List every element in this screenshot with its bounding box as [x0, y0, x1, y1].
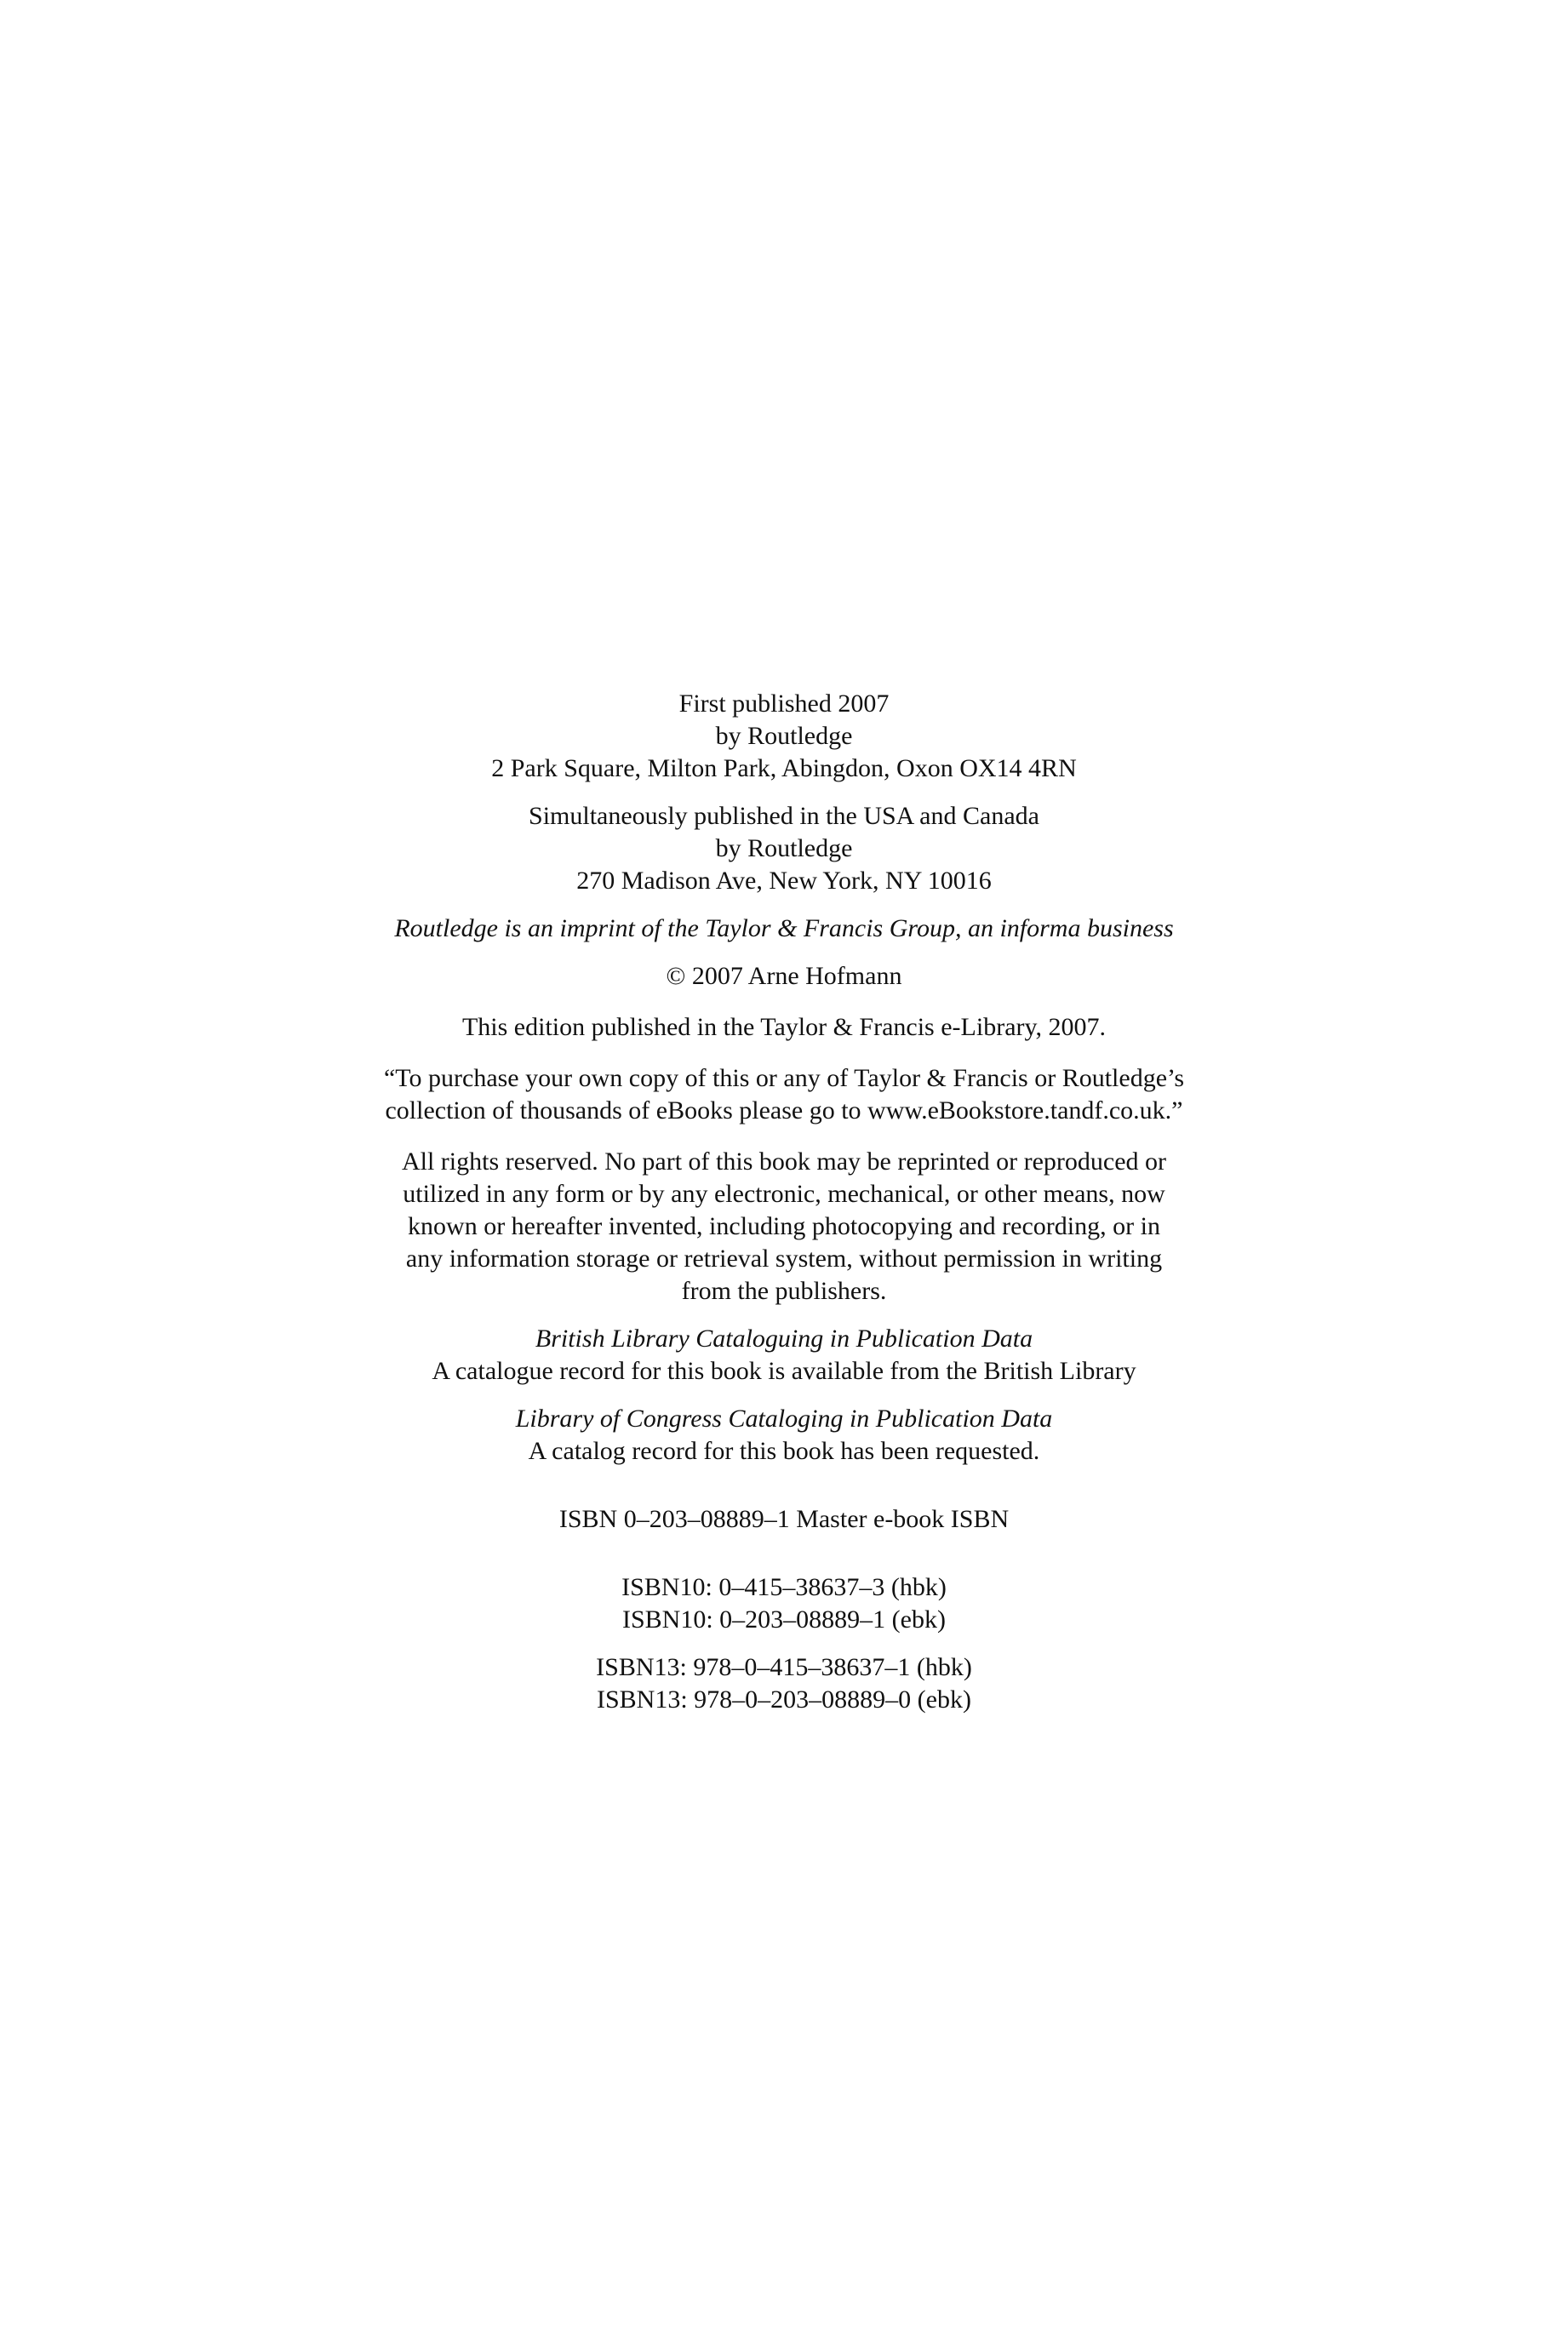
rights-line-4: any information storage or retrieval system, without permission in writing [405, 1245, 1163, 1273]
imprint-statement: Routledge is an imprint of the Taylor & Francis Group, an informa business [394, 914, 1174, 942]
first-published-line: First published 2007 [678, 690, 890, 718]
publication-block [0, 688, 1568, 785]
uk-address-line: 2 Park Square, Milton Park, Abingdon, Oxon OX14 4RN [491, 754, 1077, 782]
british-library-block [0, 1323, 1568, 1388]
library-of-congress-text: A catalog record for this book has been requested. [528, 1437, 1040, 1465]
ebook-edition-line: This edition published in the Taylor & Francis e-Library, 2007. [461, 1013, 1107, 1041]
rights-line-1: All rights reserved. No part of this book may be reprinted or reproduced or [401, 1147, 1167, 1176]
british-library-text: A catalogue record for this book is available from the British Library [432, 1357, 1136, 1385]
purchase-note-line-2: collection of thousands of eBooks please go to www.eBookstore.tandf.co.uk.” [385, 1096, 1183, 1124]
rights-block [0, 1146, 1568, 1308]
imprint-statement-block [0, 913, 1568, 945]
imprint-block [0, 688, 1568, 1716]
copyright-notice: © 2007 Arne Hofmann [666, 962, 902, 990]
ebook-edition-block [0, 1011, 1568, 1044]
isbn13-block [0, 1651, 1568, 1716]
british-library-heading: British Library Cataloguing in Publication Data [535, 1325, 1033, 1353]
isbn10-hbk-line: ISBN10: 0–415–38637–3 (hbk) [621, 1573, 947, 1601]
isbn13-ebk-line: ISBN13: 978–0–203–08889–0 (ebk) [597, 1685, 971, 1714]
rights-line-2: utilized in any form or by any electronic, mechanical, or other means, now [403, 1180, 1165, 1208]
master-isbn-line: ISBN 0–203–08889–1 Master e-book ISBN [558, 1505, 1010, 1533]
purchase-note-line-1: “To purchase your own copy of this or any of Taylor & Francis or Routledge’s [383, 1064, 1185, 1092]
rights-line-3: known or hereafter invented, including photocopying and recording, or in [408, 1212, 1160, 1240]
rights-line-5: from the publishers. [681, 1277, 887, 1305]
simultaneous-publication-line: Simultaneously published in the USA and Canada [529, 802, 1039, 830]
library-of-congress-block [0, 1403, 1568, 1468]
publisher-line: by Routledge [715, 722, 853, 750]
isbn10-block [0, 1571, 1568, 1636]
isbn10-ebk-line: ISBN10: 0–203–08889–1 (ebk) [622, 1605, 946, 1634]
usa-publication-block [0, 800, 1568, 897]
library-of-congress-heading: Library of Congress Cataloging in Publication Data [515, 1405, 1053, 1433]
usa-publisher-line: by Routledge [715, 834, 853, 862]
isbn13-hbk-line: ISBN13: 978–0–415–38637–1 (hbk) [596, 1653, 972, 1681]
copyright-block [0, 960, 1568, 993]
usa-address-line: 270 Madison Ave, New York, NY 10016 [576, 867, 992, 895]
master-isbn-block [0, 1503, 1568, 1536]
purchase-note-block [0, 1062, 1568, 1127]
